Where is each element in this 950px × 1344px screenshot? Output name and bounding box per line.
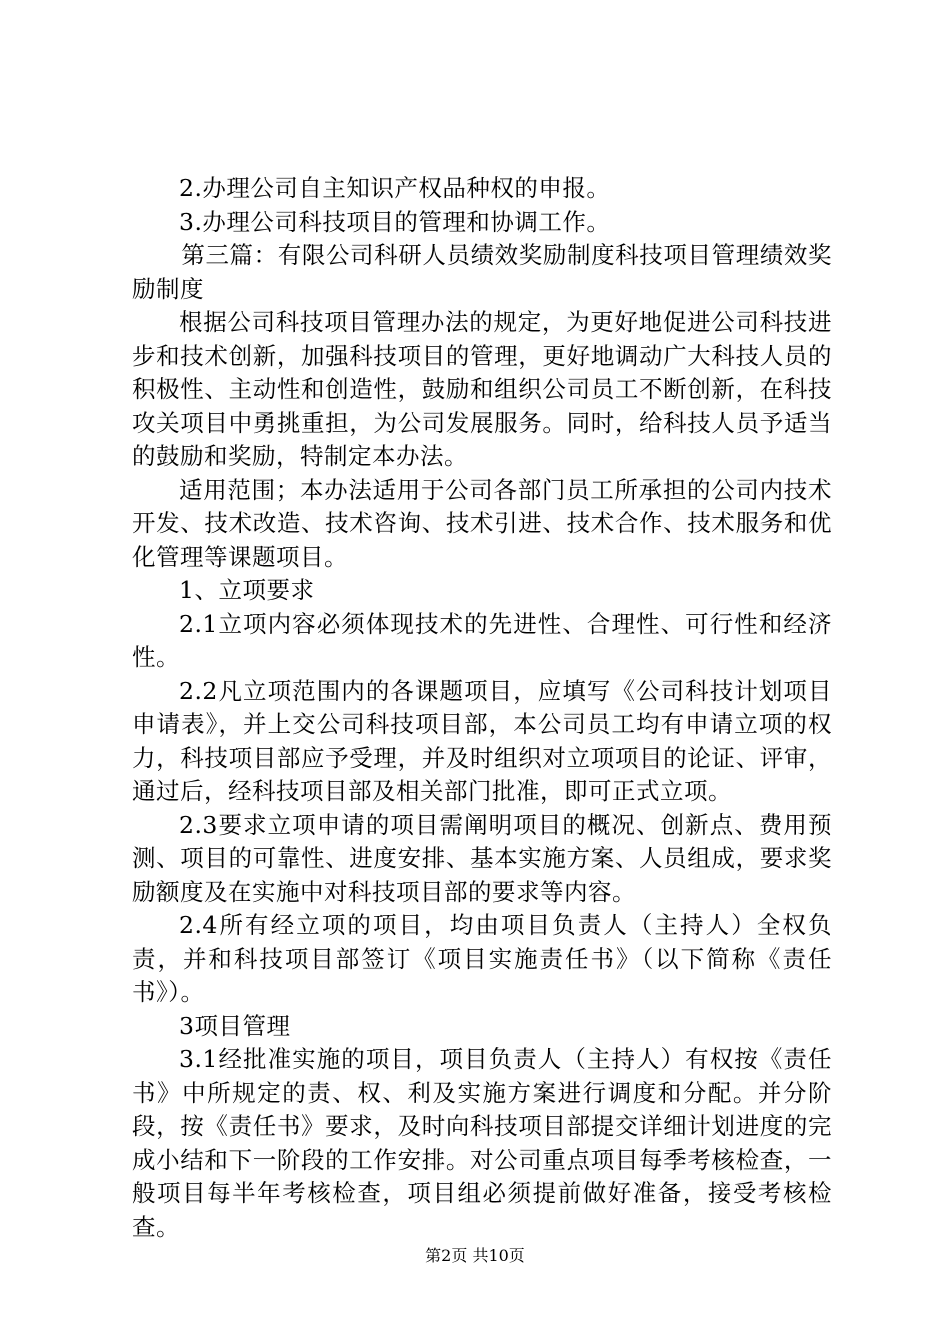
paragraph-item-2: 2.办理公司自主知识产权品种权的申报。 bbox=[179, 174, 611, 202]
section-title-part-three: 第三篇：有限公司科研人员绩效奖励制度科技项目管理绩效奖励制度 bbox=[132, 241, 832, 303]
subheading-project-management: 3项目管理 bbox=[179, 1011, 291, 1040]
document-body bbox=[132, 172, 832, 1244]
page-number-footer: 第2页 共10页 bbox=[425, 1246, 525, 1265]
paragraph-item-3: 3.办理公司科技项目的管理和协调工作。 bbox=[179, 207, 611, 236]
paragraph-2-3: 2.3要求立项申请的项目需阐明项目的概况、创新点、费用预测、项目的可靠性、进度安排、基本实施方案、人员组成，要求奖励额度及在实施中对科技项目部的要求等内容。 bbox=[132, 810, 832, 906]
subheading-project-requirements: 1、立项要求 bbox=[179, 576, 315, 604]
paragraph-scope: 适用范围；本办法适用于公司各部门员工所承担的公司内技术开发、技术改造、技术咨询、技术引进、技术合作、技术服务和优化管理等课题项目。 bbox=[132, 475, 832, 571]
paragraph-3-1: 3.1经批准实施的项目，项目负责人（主持人）有权按《责任书》中所规定的责、权、利及实施方案进行调度和分配。并分阶段，按《责任书》要求，及时向科技项目部提交详细计划进度的完成小结和下一阶段的工作安排。对公司重点项目每季考核检查，一般项目每半年考核检查，项目组必须提前做好准备，接受考核检查。 bbox=[132, 1045, 832, 1241]
paragraph-2-4: 2.4所有经立项的项目，均由项目负责人（主持人）全权负责，并和科技项目部签订《项目实施责任书》（以下简称《责任书》）。 bbox=[132, 911, 832, 1006]
paragraph-2-2: 2.2凡立项范围内的各课题项目，应填写《公司科技计划项目申请表》，并上交公司科技项目部，本公司员工均有申请立项的权力，科技项目部应予受理，并及时组织对立项项目的论证、评审，通过后，经科技项目部及相关部门批准，即可正式立项。 bbox=[132, 676, 832, 805]
paragraph-intro: 根据公司科技项目管理办法的规定，为更好地促进公司科技进步和技术创新，加强科技项目的管理，更好地调动广大科技人员的积极性、主动性和创造性，鼓励和组织公司员工不断创新，在科技攻关项目中勇挑重担，为公司发展服务。同时，给科技人员予适当的鼓励和奖励，特制定本办法。 bbox=[132, 308, 832, 470]
paragraph-2-1: 2.1立项内容必须体现技术的先进性、合理性、可行性和经济性。 bbox=[132, 609, 832, 671]
